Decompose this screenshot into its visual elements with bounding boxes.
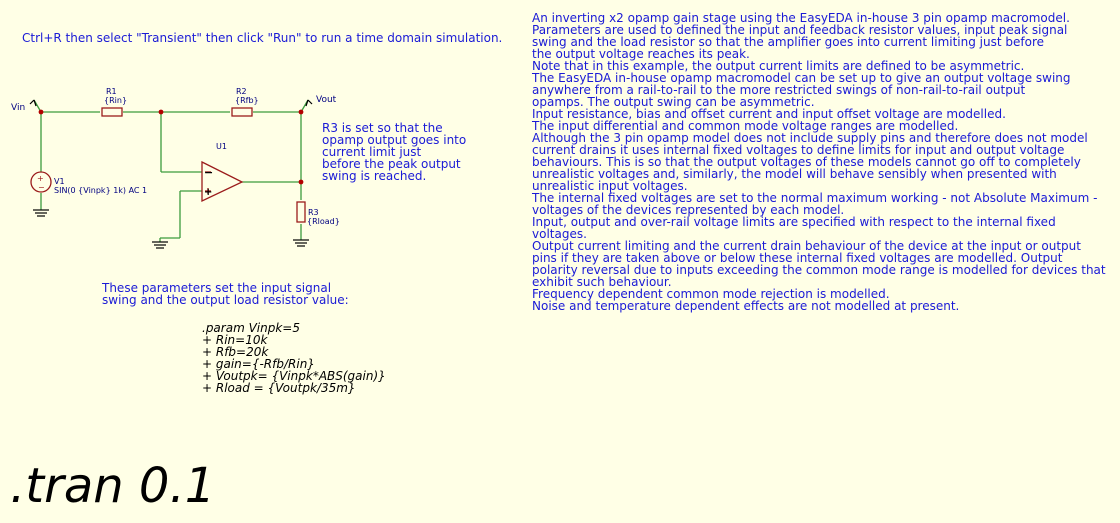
text-line: Output current limiting and the current drain behaviour of the device at the input or output bbox=[532, 239, 1081, 253]
components bbox=[31, 108, 305, 222]
text-line: The input differential and common mode voltage ranges are modelled. bbox=[532, 119, 959, 133]
v1-plus-sign: + bbox=[37, 174, 44, 183]
junctions bbox=[39, 110, 304, 185]
text-line: .param Vinpk=5 bbox=[202, 321, 300, 335]
v1-minus-sign: − bbox=[38, 183, 45, 192]
r2-name: R2 bbox=[236, 87, 247, 96]
tran-directive: .tran 0.1 bbox=[10, 458, 216, 514]
text-line: These parameters set the input signal bbox=[102, 281, 332, 295]
u1-name: U1 bbox=[216, 142, 227, 151]
text-line: + Rfb=20k bbox=[202, 345, 269, 359]
opamp-plus-sign: + bbox=[204, 187, 213, 198]
text-line: swing and the output load resistor value: bbox=[102, 293, 349, 307]
text-line: unrealistic input voltages. bbox=[532, 179, 688, 193]
text-line: exhibit such behaviour. bbox=[532, 275, 672, 289]
text-line: opamp output goes into bbox=[322, 133, 467, 147]
port-arrows bbox=[30, 100, 312, 106]
text-line: Although the 3 pin opamp model does not include supply pins and therefore does not model bbox=[532, 131, 1088, 145]
r2-symbol bbox=[232, 108, 252, 116]
v1-value: SIN(0 {Vinpk} 1k) AC 1 bbox=[54, 186, 148, 195]
text-line: An inverting x2 opamp gain stage using the EasyEDA in-house 3 pin opamp macromodel. bbox=[532, 11, 1070, 25]
wires bbox=[34, 100, 308, 242]
vin-label: Vin bbox=[11, 103, 26, 113]
text-line: Frequency dependent common mode rejection is modelled. bbox=[532, 287, 890, 301]
text-line: Input resistance, bias and offset current and input offset voltage are modelled. bbox=[532, 107, 1006, 121]
r1-value: {Rin} bbox=[104, 96, 128, 105]
vout-label: Vout bbox=[316, 95, 337, 105]
r2-value: {Rfb} bbox=[235, 96, 259, 105]
text-line: polarity reversal due to inputs exceeding the common mode range is modelled for devices that bbox=[532, 263, 1106, 277]
r3-value: {Rload} bbox=[307, 217, 340, 226]
r3-symbol bbox=[297, 202, 305, 222]
instruction-text: Ctrl+R then select "Transient" then click "Run" to run a time domain simulation. bbox=[22, 31, 503, 45]
v1-name: V1 bbox=[54, 177, 65, 186]
text-line: Note that in this example, the output current limits are defined to be asymmetric. bbox=[532, 59, 1025, 73]
ground-symbols bbox=[33, 210, 309, 248]
text-line: Parameters are used to defined the input and feedback resistor values, input peak signal bbox=[532, 23, 1068, 37]
text-line: the output voltage reaches its peak. bbox=[532, 47, 750, 61]
text-line: voltages of the devices represented by each model. bbox=[532, 203, 845, 217]
text-line: Input, output and over-rail voltage limits are specified with respect to the internal fixed bbox=[532, 215, 1056, 229]
text-line: The internal fixed voltages are set to the normal maximum working - not Absolute Maximum - bbox=[532, 191, 1098, 205]
text-line: current limit just bbox=[322, 145, 422, 159]
text-line: The EasyEDA in-house opamp macromodel can be set up to give an output voltage swing bbox=[532, 71, 1071, 85]
text-line: pins if they are taken above or below these internal fixed voltages are modelled. Output bbox=[532, 251, 1063, 265]
r3-name: R3 bbox=[308, 208, 319, 217]
text-line: current drains it uses internal fixed voltages to define limits for input and output voltage bbox=[532, 143, 1065, 157]
text-line: R3 is set so that the bbox=[322, 121, 443, 135]
text-line: swing and the load resistor so that the amplifier goes into current limiting just before bbox=[532, 35, 1045, 49]
text-line: + Rin=10k bbox=[202, 333, 268, 347]
text-line: opamps. The output swing can be asymmetric. bbox=[532, 95, 815, 109]
text-line: swing is reached. bbox=[322, 169, 427, 183]
r1-name: R1 bbox=[106, 87, 117, 96]
text-line: before the peak output bbox=[322, 157, 461, 171]
text-line: voltages. bbox=[532, 227, 587, 241]
opamp-minus-sign: − bbox=[204, 166, 214, 179]
text-line: + gain={-Rfb/Rin} bbox=[202, 357, 315, 371]
text-line: + Voutpk= {Vinpk*ABS(gain)} bbox=[202, 369, 386, 383]
r1-symbol bbox=[102, 108, 122, 116]
text-line: anywhere from a rail-to-rail to the more restricted swings of non-rail-to-rail output bbox=[532, 83, 1026, 97]
text-line: unrealistic voltages and, similarly, the model will behave sensibly when presented with bbox=[532, 167, 1057, 181]
text-line: + Rload = {Voutpk/35m} bbox=[202, 381, 356, 395]
text-line: behaviours. This is so that the output voltages of these models cannot go off to completely bbox=[532, 155, 1081, 169]
text-line: Noise and temperature dependent effects are not modelled at present. bbox=[532, 299, 960, 313]
